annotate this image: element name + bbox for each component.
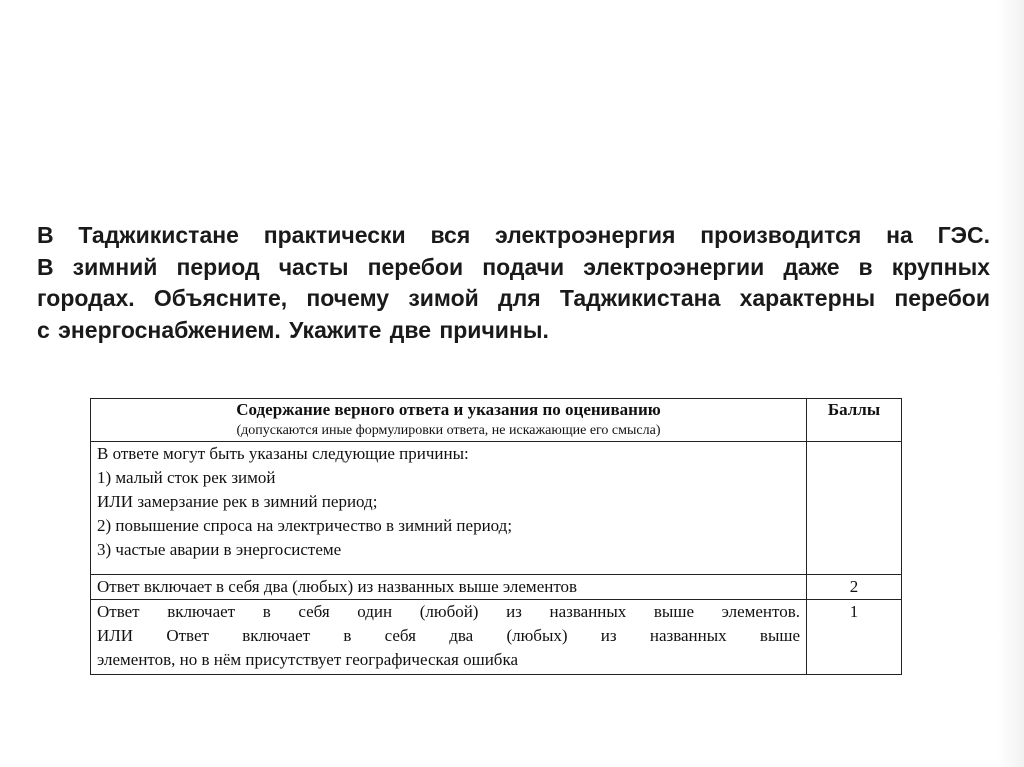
score-1-description-cell xyxy=(91,600,807,675)
question-text xyxy=(37,220,990,346)
header-score-cell xyxy=(807,399,902,442)
criteria-line: 1) малый сток рек зимой xyxy=(97,468,276,487)
question-line: городах. Объясните, почему зимой для Таджикистана характерны перебои xyxy=(37,285,990,311)
header-content-subtitle: (допускаются иные формулировки ответа, не искажающие его смысла) xyxy=(236,423,661,438)
table-row xyxy=(91,575,902,600)
header-content-title: Содержание верного ответа и указания по оцениванию xyxy=(236,400,661,419)
header-content-cell xyxy=(91,399,807,442)
criteria-line: 3) частые аварии в энергосистеме xyxy=(97,540,342,559)
score-1-line: элементов, но в нём присутствует географическая ошибка xyxy=(97,650,518,669)
table-header-row xyxy=(91,399,902,442)
table-row xyxy=(91,442,902,575)
score-2-line: Ответ включает в себя два (любых) из названных выше элементов xyxy=(97,577,578,596)
criteria-line: ИЛИ замерзание рек в зимний период; xyxy=(97,492,378,511)
page-edge-shadow xyxy=(998,0,1024,767)
question-line: с энергоснабжением. Укажите две причины. xyxy=(37,316,549,343)
score-1-line: ИЛИ Ответ включает в себя два (любых) из названных выше xyxy=(97,626,800,645)
criteria-line: 2) повышение спроса на электричество в зимний период; xyxy=(97,516,513,535)
score-1-line: Ответ включает в себя один (любой) из названных выше элементов. xyxy=(97,602,800,621)
answer-criteria-table xyxy=(90,398,902,675)
criteria-cell xyxy=(91,442,807,575)
table-row xyxy=(91,600,902,675)
criteria-score-cell xyxy=(807,442,902,575)
score-2-description-cell xyxy=(91,575,807,600)
criteria-line: В ответе могут быть указаны следующие причины: xyxy=(97,444,469,463)
question-line: В зимний период часты перебои подачи электроэнергии даже в крупных xyxy=(37,253,990,280)
score-1-value-cell: 1 xyxy=(807,600,902,675)
score-2-value-cell: 2 xyxy=(807,575,902,600)
header-score-title: Баллы xyxy=(827,400,881,419)
question-line: В Таджикистане практически вся электроэнергия производится на ГЭС. xyxy=(37,222,990,248)
